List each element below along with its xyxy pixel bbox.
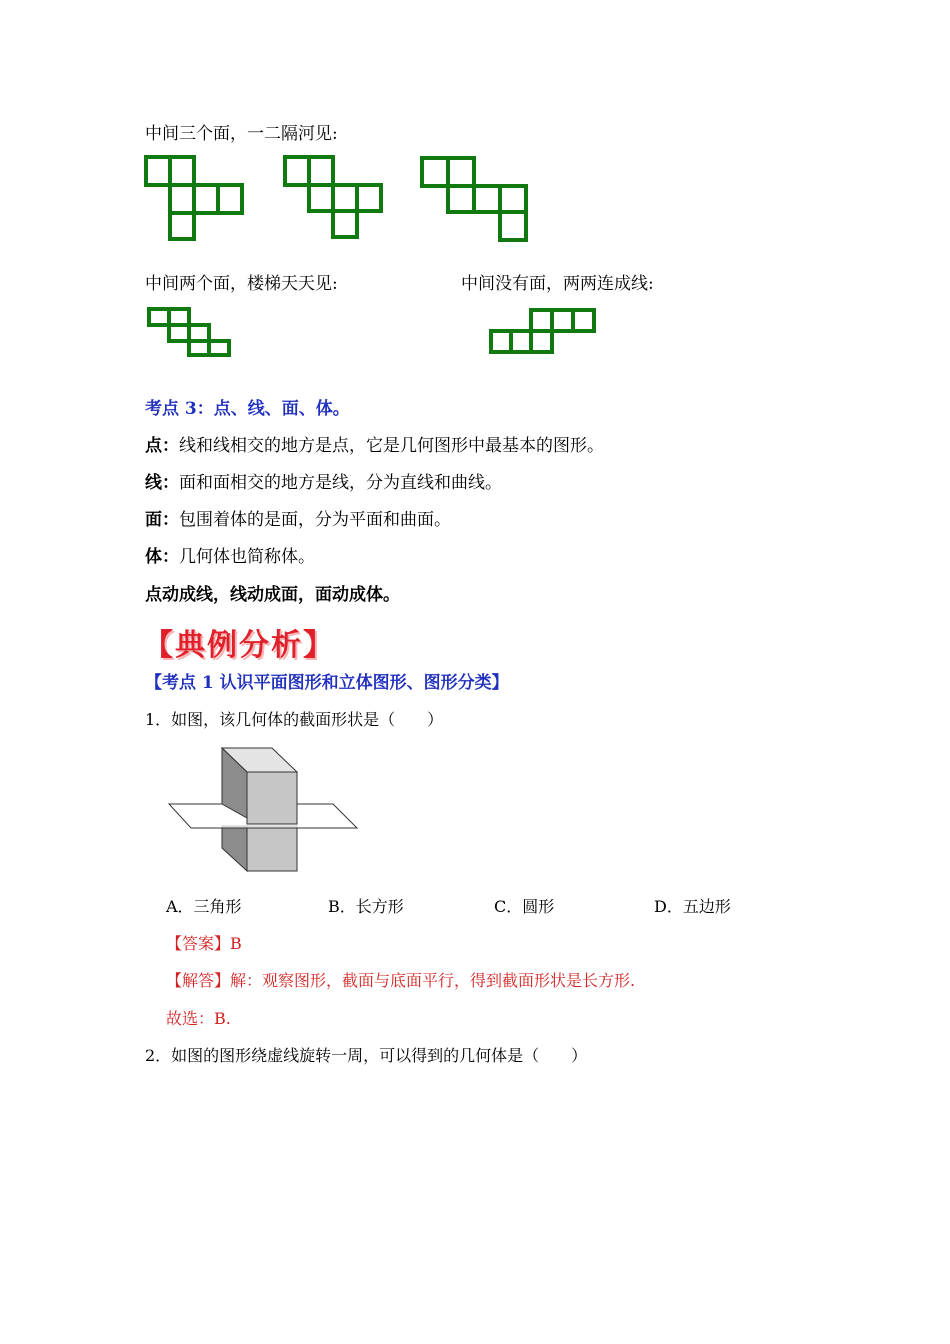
definition-surface: 面：包围着体的是面，分为平面和曲面。	[145, 510, 451, 530]
question-2-stem: 2．如图的图形绕虚线旋转一周，可以得到的几何体是（ ）	[145, 1046, 588, 1065]
net-heading-middle-two: 中间两个面，楼梯天天见:	[145, 274, 338, 294]
question-1-stem: 1．如图，该几何体的截面形状是（ ）	[145, 710, 444, 729]
net-heading-middle-none: 中间没有面，两两连成线:	[461, 274, 654, 294]
point3-title: 考点 3：点、线、面、体。	[145, 399, 350, 419]
definition-solid: 体：几何体也简称体。	[145, 547, 315, 567]
cube-cross-section-figure	[165, 746, 361, 874]
cube-net-figure-4	[147, 307, 233, 359]
cube-net-figure-5	[489, 308, 597, 356]
section-heading-example-analysis: 【典例分析】	[143, 628, 335, 663]
cube-net-figure-2	[283, 155, 389, 241]
q1-option-b: B．长方形	[328, 897, 404, 916]
q1-answer: 【答案】B	[166, 934, 242, 953]
net-heading-middle-three: 中间三个面，一二隔河见:	[145, 124, 338, 144]
cube-net-figure-1	[144, 155, 248, 243]
point3-summary: 点动成线，线动成面，面动成体。	[145, 585, 400, 605]
cube-net-figure-3	[420, 156, 534, 244]
q1-option-d: D．五边形	[654, 897, 731, 916]
definition-point: 点：线和线相交的地方是点，它是几何图形中最基本的图形。	[145, 436, 604, 456]
definition-line: 线：面和面相交的地方是线，分为直线和曲线。	[145, 473, 502, 493]
q1-solution: 【解答】解：观察图形，截面与底面平行，得到截面形状是长方形.	[166, 971, 636, 990]
q1-choose: 故选：B.	[166, 1009, 231, 1028]
q1-option-a: A．三角形	[166, 897, 242, 916]
q1-option-c: C．圆形	[494, 897, 555, 916]
point1-title: 【考点 1 认识平面图形和立体图形、图形分类】	[145, 673, 509, 693]
